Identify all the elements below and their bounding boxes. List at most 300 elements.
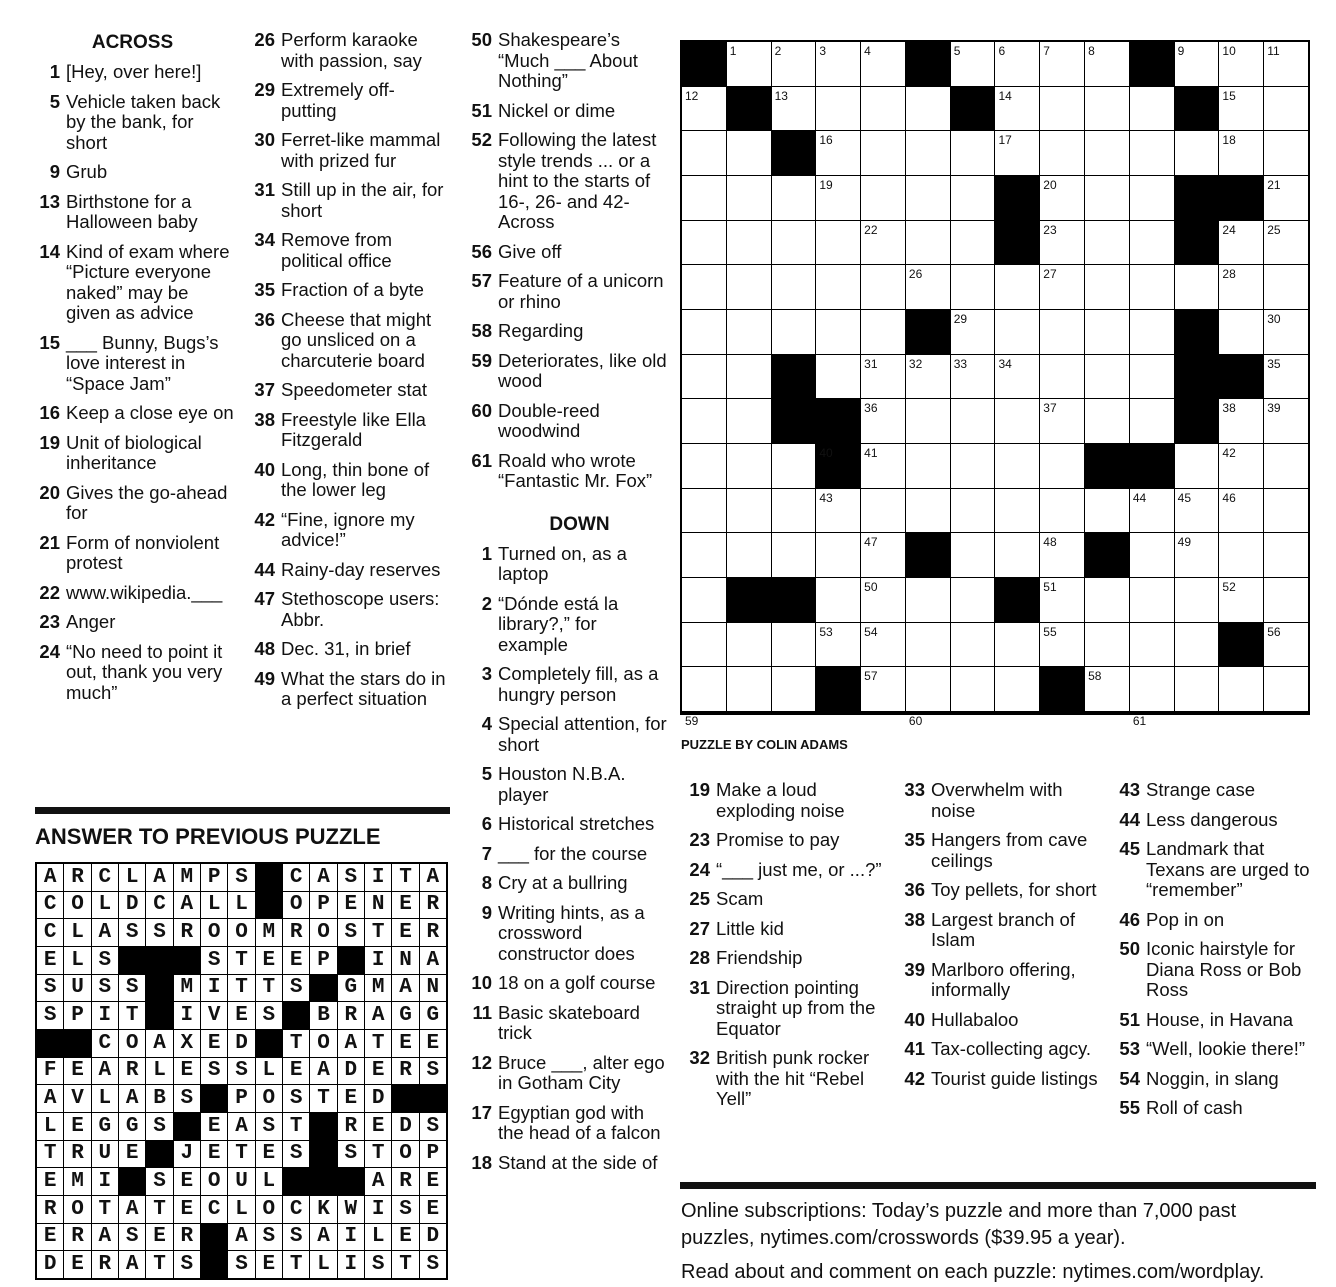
grid-cell[interactable] (816, 131, 860, 175)
grid-cell[interactable] (727, 533, 771, 577)
grid-cell[interactable] (906, 444, 950, 488)
grid-cell[interactable] (727, 399, 771, 443)
grid-cell[interactable] (1130, 578, 1174, 622)
black-square (283, 1002, 309, 1029)
answer-letter: O (310, 919, 336, 946)
grid-cell[interactable] (816, 355, 860, 399)
grid-cell[interactable] (727, 42, 771, 86)
grid-cell[interactable] (995, 667, 1039, 711)
cell-number: 51 (1043, 580, 1057, 594)
clue (245, 460, 450, 501)
grid-cell[interactable] (1264, 444, 1308, 488)
answer-letter: O (64, 1196, 90, 1223)
grid-cell[interactable] (816, 623, 860, 667)
black-square (1219, 623, 1263, 667)
clue (895, 1039, 1100, 1060)
grid-cell[interactable] (951, 310, 995, 354)
cell-number: 26 (908, 267, 923, 282)
footer-line: Read about and comment on each puzzle: nytimes.com/wordplay. (681, 1261, 1265, 1283)
answer-letter: S (283, 1141, 309, 1168)
grid-cell[interactable] (1040, 265, 1084, 309)
grid-cell[interactable] (906, 131, 950, 175)
grid-cell[interactable] (772, 42, 816, 86)
grid-cell[interactable] (772, 667, 816, 711)
cell-number: 52 (1222, 580, 1236, 594)
clue-text: Stethoscope users: Abbr. (281, 588, 440, 630)
clue (245, 589, 450, 630)
answer-letter: E (420, 1168, 446, 1195)
grid-cell[interactable] (1219, 265, 1263, 309)
clue-text: 18 on a golf course (498, 972, 656, 993)
grid-cell[interactable] (1040, 399, 1084, 443)
answer-letter: R (119, 1058, 145, 1085)
clue-number: 14 (39, 240, 60, 262)
grid-cell[interactable] (727, 489, 771, 533)
answer-letter: E (174, 1168, 200, 1195)
grid-cell[interactable] (995, 87, 1039, 131)
clue-text: Birthstone for a Halloween baby (66, 190, 198, 232)
answer-letter: I (365, 947, 391, 974)
black-square (682, 42, 726, 86)
grid-cell[interactable] (816, 42, 860, 86)
grid-cell[interactable] (951, 533, 995, 577)
answer-letter: I (201, 975, 227, 1002)
grid-cell[interactable] (861, 623, 905, 667)
grid-cell[interactable] (995, 444, 1039, 488)
grid-cell[interactable] (1264, 310, 1308, 354)
grid-cell[interactable] (951, 578, 995, 622)
answer-letter: O (228, 919, 254, 946)
grid-cell[interactable] (816, 221, 860, 265)
grid-cell[interactable] (951, 667, 995, 711)
grid-cell[interactable] (727, 265, 771, 309)
answer-letter: U (228, 1168, 254, 1195)
clue-number: 53 (1119, 1038, 1140, 1059)
cell-number: 22 (864, 222, 878, 237)
grid-cell[interactable] (906, 489, 950, 533)
clue (462, 1153, 667, 1174)
grid-cell[interactable] (1175, 131, 1219, 175)
grid-cell[interactable] (1085, 265, 1129, 309)
answer-letter: O (283, 892, 309, 919)
answer-letter: S (256, 1002, 282, 1029)
answer-letter: S (174, 1085, 200, 1112)
grid-cell[interactable] (1219, 489, 1263, 533)
grid-cell[interactable] (951, 399, 995, 443)
cell-number: 58 (1088, 669, 1102, 684)
grid-cell[interactable] (1085, 623, 1129, 667)
grid-cell[interactable] (995, 623, 1039, 667)
grid-cell[interactable] (995, 131, 1039, 175)
grid-cell[interactable] (682, 355, 726, 399)
clue (245, 639, 450, 660)
grid-cell[interactable] (772, 489, 816, 533)
answer-letter: L (146, 1058, 172, 1085)
grid-cell[interactable] (727, 310, 771, 354)
clue (680, 830, 885, 851)
grid-cell[interactable] (772, 221, 816, 265)
clue-text: Give off (498, 240, 562, 262)
answer-letter: I (92, 1002, 118, 1029)
grid-cell[interactable] (682, 221, 726, 265)
grid-cell[interactable] (995, 489, 1039, 533)
grid-cell[interactable] (861, 87, 905, 131)
grid-cell[interactable] (772, 444, 816, 488)
grid-cell[interactable] (1130, 310, 1174, 354)
grid-cell[interactable] (1130, 399, 1174, 443)
grid-cell[interactable] (816, 533, 860, 577)
answer-title: ANSWER TO PREVIOUS PUZZLE (35, 824, 381, 849)
grid-cell[interactable] (1040, 578, 1084, 622)
grid-cell[interactable] (1175, 444, 1219, 488)
clue (462, 844, 667, 865)
answer-letter: J (174, 1141, 200, 1168)
clue (462, 873, 667, 894)
answer-letter: S (228, 1251, 254, 1278)
answer-letter: D (338, 1058, 364, 1085)
grid-cell[interactable] (906, 87, 950, 131)
grid-cell[interactable] (682, 265, 726, 309)
grid-cell[interactable] (906, 221, 950, 265)
grid-cell[interactable] (1264, 221, 1308, 265)
clue-text: Make a loud exploding noise (716, 779, 845, 821)
grid-cell[interactable] (861, 310, 905, 354)
grid-cell[interactable] (861, 265, 905, 309)
black-square (1219, 355, 1263, 399)
grid-cell[interactable] (951, 489, 995, 533)
grid-cell[interactable] (682, 131, 726, 175)
grid-cell[interactable] (951, 355, 995, 399)
grid-cell[interactable] (1130, 667, 1174, 711)
black-square (727, 87, 771, 131)
grid-cell[interactable] (861, 42, 905, 86)
cell-number: 19 (819, 178, 833, 192)
grid-cell[interactable] (772, 533, 816, 577)
answer-letter: T (228, 947, 254, 974)
grid-cell[interactable] (1085, 355, 1129, 399)
clue-text: Tourist guide listings (931, 1067, 1098, 1089)
answer-letter: A (310, 864, 336, 891)
clue-number: 48 (254, 638, 275, 659)
grid-cell[interactable] (1219, 399, 1263, 443)
grid-cell[interactable] (951, 131, 995, 175)
grid-cell[interactable] (1264, 489, 1308, 533)
grid-cell[interactable] (861, 176, 905, 220)
grid-cell[interactable] (772, 87, 816, 131)
grid-cell[interactable] (951, 221, 995, 265)
grid-cell[interactable] (906, 399, 950, 443)
clue (245, 80, 450, 121)
grid-cell[interactable] (1040, 221, 1084, 265)
clue (30, 242, 235, 324)
grid-cell[interactable] (1040, 489, 1084, 533)
clue-number: 54 (1119, 1067, 1140, 1089)
grid-cell[interactable] (1130, 221, 1174, 265)
grid-cell[interactable] (861, 444, 905, 488)
grid-cell[interactable] (1175, 578, 1219, 622)
clue-text: Rainy-day reserves (281, 558, 441, 580)
grid-cell[interactable] (1085, 87, 1129, 131)
divider (35, 807, 450, 814)
clue-text: Grub (66, 161, 108, 182)
grid-cell[interactable] (1040, 623, 1084, 667)
grid-cell[interactable] (951, 444, 995, 488)
grid-cell[interactable] (1085, 310, 1129, 354)
grid-cell[interactable] (727, 355, 771, 399)
grid-cell[interactable] (1219, 221, 1263, 265)
grid-cell[interactable] (772, 265, 816, 309)
clue-number: 22 (39, 581, 60, 603)
grid-cell[interactable] (1040, 355, 1084, 399)
clue-text: Houston N.B.A. player (498, 763, 626, 805)
grid-cell[interactable] (1219, 533, 1263, 577)
grid-cell[interactable] (1085, 489, 1129, 533)
grid-cell[interactable] (816, 87, 860, 131)
grid-cell[interactable] (816, 489, 860, 533)
cell-number: 16 (819, 133, 833, 148)
grid-cell[interactable] (1175, 667, 1219, 711)
black-square (338, 947, 364, 974)
grid-cell[interactable] (1264, 667, 1308, 711)
clue-number: 42 (254, 508, 275, 530)
grid-cell[interactable] (1264, 399, 1308, 443)
grid-cell[interactable] (1130, 489, 1174, 533)
grid-cell[interactable] (1175, 42, 1219, 86)
clue-number: 21 (39, 531, 60, 553)
grid-cell[interactable] (682, 623, 726, 667)
answer-letter: E (64, 1251, 90, 1278)
grid-cell[interactable] (816, 265, 860, 309)
grid-cell[interactable] (906, 176, 950, 220)
grid-cell[interactable] (1264, 533, 1308, 577)
clue (1110, 780, 1315, 801)
black-square (310, 1113, 336, 1140)
grid-cell[interactable] (727, 444, 771, 488)
grid-cell[interactable] (861, 399, 905, 443)
grid-cell[interactable] (1130, 131, 1174, 175)
grid-cell[interactable] (995, 310, 1039, 354)
clue-number: 24 (689, 858, 710, 880)
grid-cell[interactable] (682, 667, 726, 711)
answer-letter: L (92, 1085, 118, 1112)
answer-letter: A (92, 919, 118, 946)
grid-cell[interactable] (995, 533, 1039, 577)
grid-cell[interactable] (682, 578, 726, 622)
grid-cell[interactable] (1040, 444, 1084, 488)
grid-cell[interactable] (906, 265, 950, 309)
black-square (772, 131, 816, 175)
grid-cell[interactable] (1219, 310, 1263, 354)
cell-number: 33 (953, 356, 968, 371)
clue-text: Less dangerous (1146, 808, 1278, 830)
grid-cell[interactable] (861, 533, 905, 577)
clue (462, 544, 667, 585)
answer-letter: R (64, 1224, 90, 1251)
grid-cell[interactable] (682, 444, 726, 488)
grid-cell[interactable] (816, 176, 860, 220)
grid-cell[interactable] (995, 355, 1039, 399)
grid-cell[interactable] (1130, 533, 1174, 577)
clue (245, 130, 450, 171)
clue-text: Basic skateboard trick (498, 1001, 640, 1043)
answer-letter: I (338, 1251, 364, 1278)
grid-cell[interactable] (951, 176, 995, 220)
grid-cell[interactable] (1040, 131, 1084, 175)
answer-letter: A (174, 892, 200, 919)
clue-number: 40 (254, 458, 275, 480)
clue (680, 1048, 885, 1110)
grid-cell[interactable] (1219, 87, 1263, 131)
cell-number: 6 (998, 44, 1006, 58)
clue-text: Writing hints, as a crossword constructor does (498, 901, 645, 964)
grid-cell[interactable] (1130, 176, 1174, 220)
grid-cell[interactable] (1264, 176, 1308, 220)
grid-cell[interactable] (816, 578, 860, 622)
grid-cell[interactable] (995, 265, 1039, 309)
grid-cell[interactable] (1175, 623, 1219, 667)
grid-cell[interactable] (906, 623, 950, 667)
cell-number: 44 (1132, 490, 1147, 505)
grid-cell[interactable] (1219, 444, 1263, 488)
grid-cell[interactable] (1264, 578, 1308, 622)
grid-cell[interactable] (861, 489, 905, 533)
black-square (1175, 355, 1219, 399)
grid-cell[interactable] (682, 87, 726, 131)
grid-cell[interactable] (772, 623, 816, 667)
grid-cell[interactable] (727, 221, 771, 265)
grid-cell[interactable] (1130, 87, 1174, 131)
grid-cell[interactable] (1130, 623, 1174, 667)
grid-cell[interactable] (995, 399, 1039, 443)
answer-letter: P (310, 947, 336, 974)
grid-cell[interactable] (1175, 533, 1219, 577)
grid-cell[interactable] (772, 176, 816, 220)
grid-cell[interactable] (861, 131, 905, 175)
grid-cell[interactable] (1175, 489, 1219, 533)
grid-cell[interactable] (1264, 623, 1308, 667)
crossword-grid (680, 40, 1310, 728)
grid-cell[interactable] (1085, 131, 1129, 175)
answer-letter: R (283, 919, 309, 946)
answer-letter: R (338, 1002, 364, 1029)
clue-text: Bruce ___, alter ego in Gotham City (498, 1051, 665, 1093)
grid-cell[interactable] (727, 667, 771, 711)
answer-grid (35, 862, 448, 1280)
answer-letter: I (338, 1224, 364, 1251)
answer-letter: C (201, 1196, 227, 1223)
grid-cell[interactable] (772, 310, 816, 354)
grid-cell[interactable] (906, 578, 950, 622)
grid-cell[interactable] (1264, 355, 1308, 399)
answer-letter: T (365, 1030, 391, 1057)
cell-number: 36 (864, 401, 878, 416)
grid-cell[interactable] (995, 42, 1039, 86)
clue (1110, 839, 1315, 901)
grid-cell[interactable] (861, 355, 905, 399)
answer-letter: L (92, 892, 118, 919)
clue-number: 38 (904, 908, 925, 930)
grid-cell[interactable] (1130, 355, 1174, 399)
black-square (772, 355, 816, 399)
grid-cell[interactable] (1040, 42, 1084, 86)
grid-cell[interactable] (1085, 42, 1129, 86)
grid-cell[interactable] (1219, 667, 1263, 711)
answer-letter: M (256, 919, 282, 946)
answer-letter: E (392, 919, 418, 946)
grid-cell[interactable] (1040, 533, 1084, 577)
answer-letter: B (146, 1085, 172, 1112)
footer-line: Online subscriptions: Today’s puzzle and more than 7,000 past (681, 1200, 1237, 1222)
grid-cell[interactable] (861, 667, 905, 711)
grid-cell[interactable] (1264, 87, 1308, 131)
grid-cell[interactable] (1130, 265, 1174, 309)
answer-letter: E (256, 1141, 282, 1168)
grid-cell[interactable] (1085, 399, 1129, 443)
grid-cell[interactable] (1085, 221, 1129, 265)
answer-letter: D (365, 1085, 391, 1112)
grid-cell[interactable] (861, 221, 905, 265)
grid-cell[interactable] (1085, 176, 1129, 220)
grid-cell[interactable] (1040, 310, 1084, 354)
black-square (995, 578, 1039, 622)
cell-number: 37 (1043, 401, 1057, 416)
grid-cell[interactable] (682, 533, 726, 577)
grid-cell[interactable] (1040, 176, 1084, 220)
cell-number: 45 (1177, 490, 1191, 505)
grid-cell[interactable] (682, 176, 726, 220)
clue-number: 38 (254, 408, 275, 430)
clue (1110, 810, 1315, 831)
grid-cell[interactable] (906, 667, 950, 711)
grid-cell[interactable] (1219, 131, 1263, 175)
grid-cell[interactable] (1175, 265, 1219, 309)
grid-cell[interactable] (861, 578, 905, 622)
black-square (256, 892, 282, 919)
grid-cell[interactable] (682, 489, 726, 533)
grid-cell[interactable] (816, 310, 860, 354)
grid-cell[interactable] (951, 42, 995, 86)
clue-number: 16 (39, 402, 60, 423)
answer-letter: I (92, 1168, 118, 1195)
answer-letter: C (146, 892, 172, 919)
answer-letter: B (310, 1002, 336, 1029)
cell-number: 55 (1043, 624, 1057, 639)
grid-cell[interactable] (1264, 131, 1308, 175)
grid-cell[interactable] (1085, 578, 1129, 622)
grid-cell[interactable] (1219, 42, 1263, 86)
grid-cell[interactable] (1264, 265, 1308, 309)
grid-cell[interactable] (951, 623, 995, 667)
grid-cell[interactable] (682, 399, 726, 443)
grid-cell[interactable] (727, 131, 771, 175)
black-square (338, 1168, 364, 1195)
grid-cell[interactable] (1040, 87, 1084, 131)
grid-cell[interactable] (1264, 42, 1308, 86)
grid-cell[interactable] (1219, 578, 1263, 622)
grid-cell[interactable] (906, 355, 950, 399)
black-square (1085, 533, 1129, 577)
grid-cell[interactable] (1085, 667, 1129, 711)
answer-letter: R (64, 1141, 90, 1168)
grid-cell[interactable] (951, 265, 995, 309)
answer-letter: G (392, 1002, 418, 1029)
across-column-2 (245, 30, 450, 719)
answer-letter: K (310, 1196, 336, 1223)
grid-cell[interactable] (682, 310, 726, 354)
grid-cell[interactable] (727, 176, 771, 220)
answer-letter: A (338, 1030, 364, 1057)
grid-cell[interactable] (727, 623, 771, 667)
